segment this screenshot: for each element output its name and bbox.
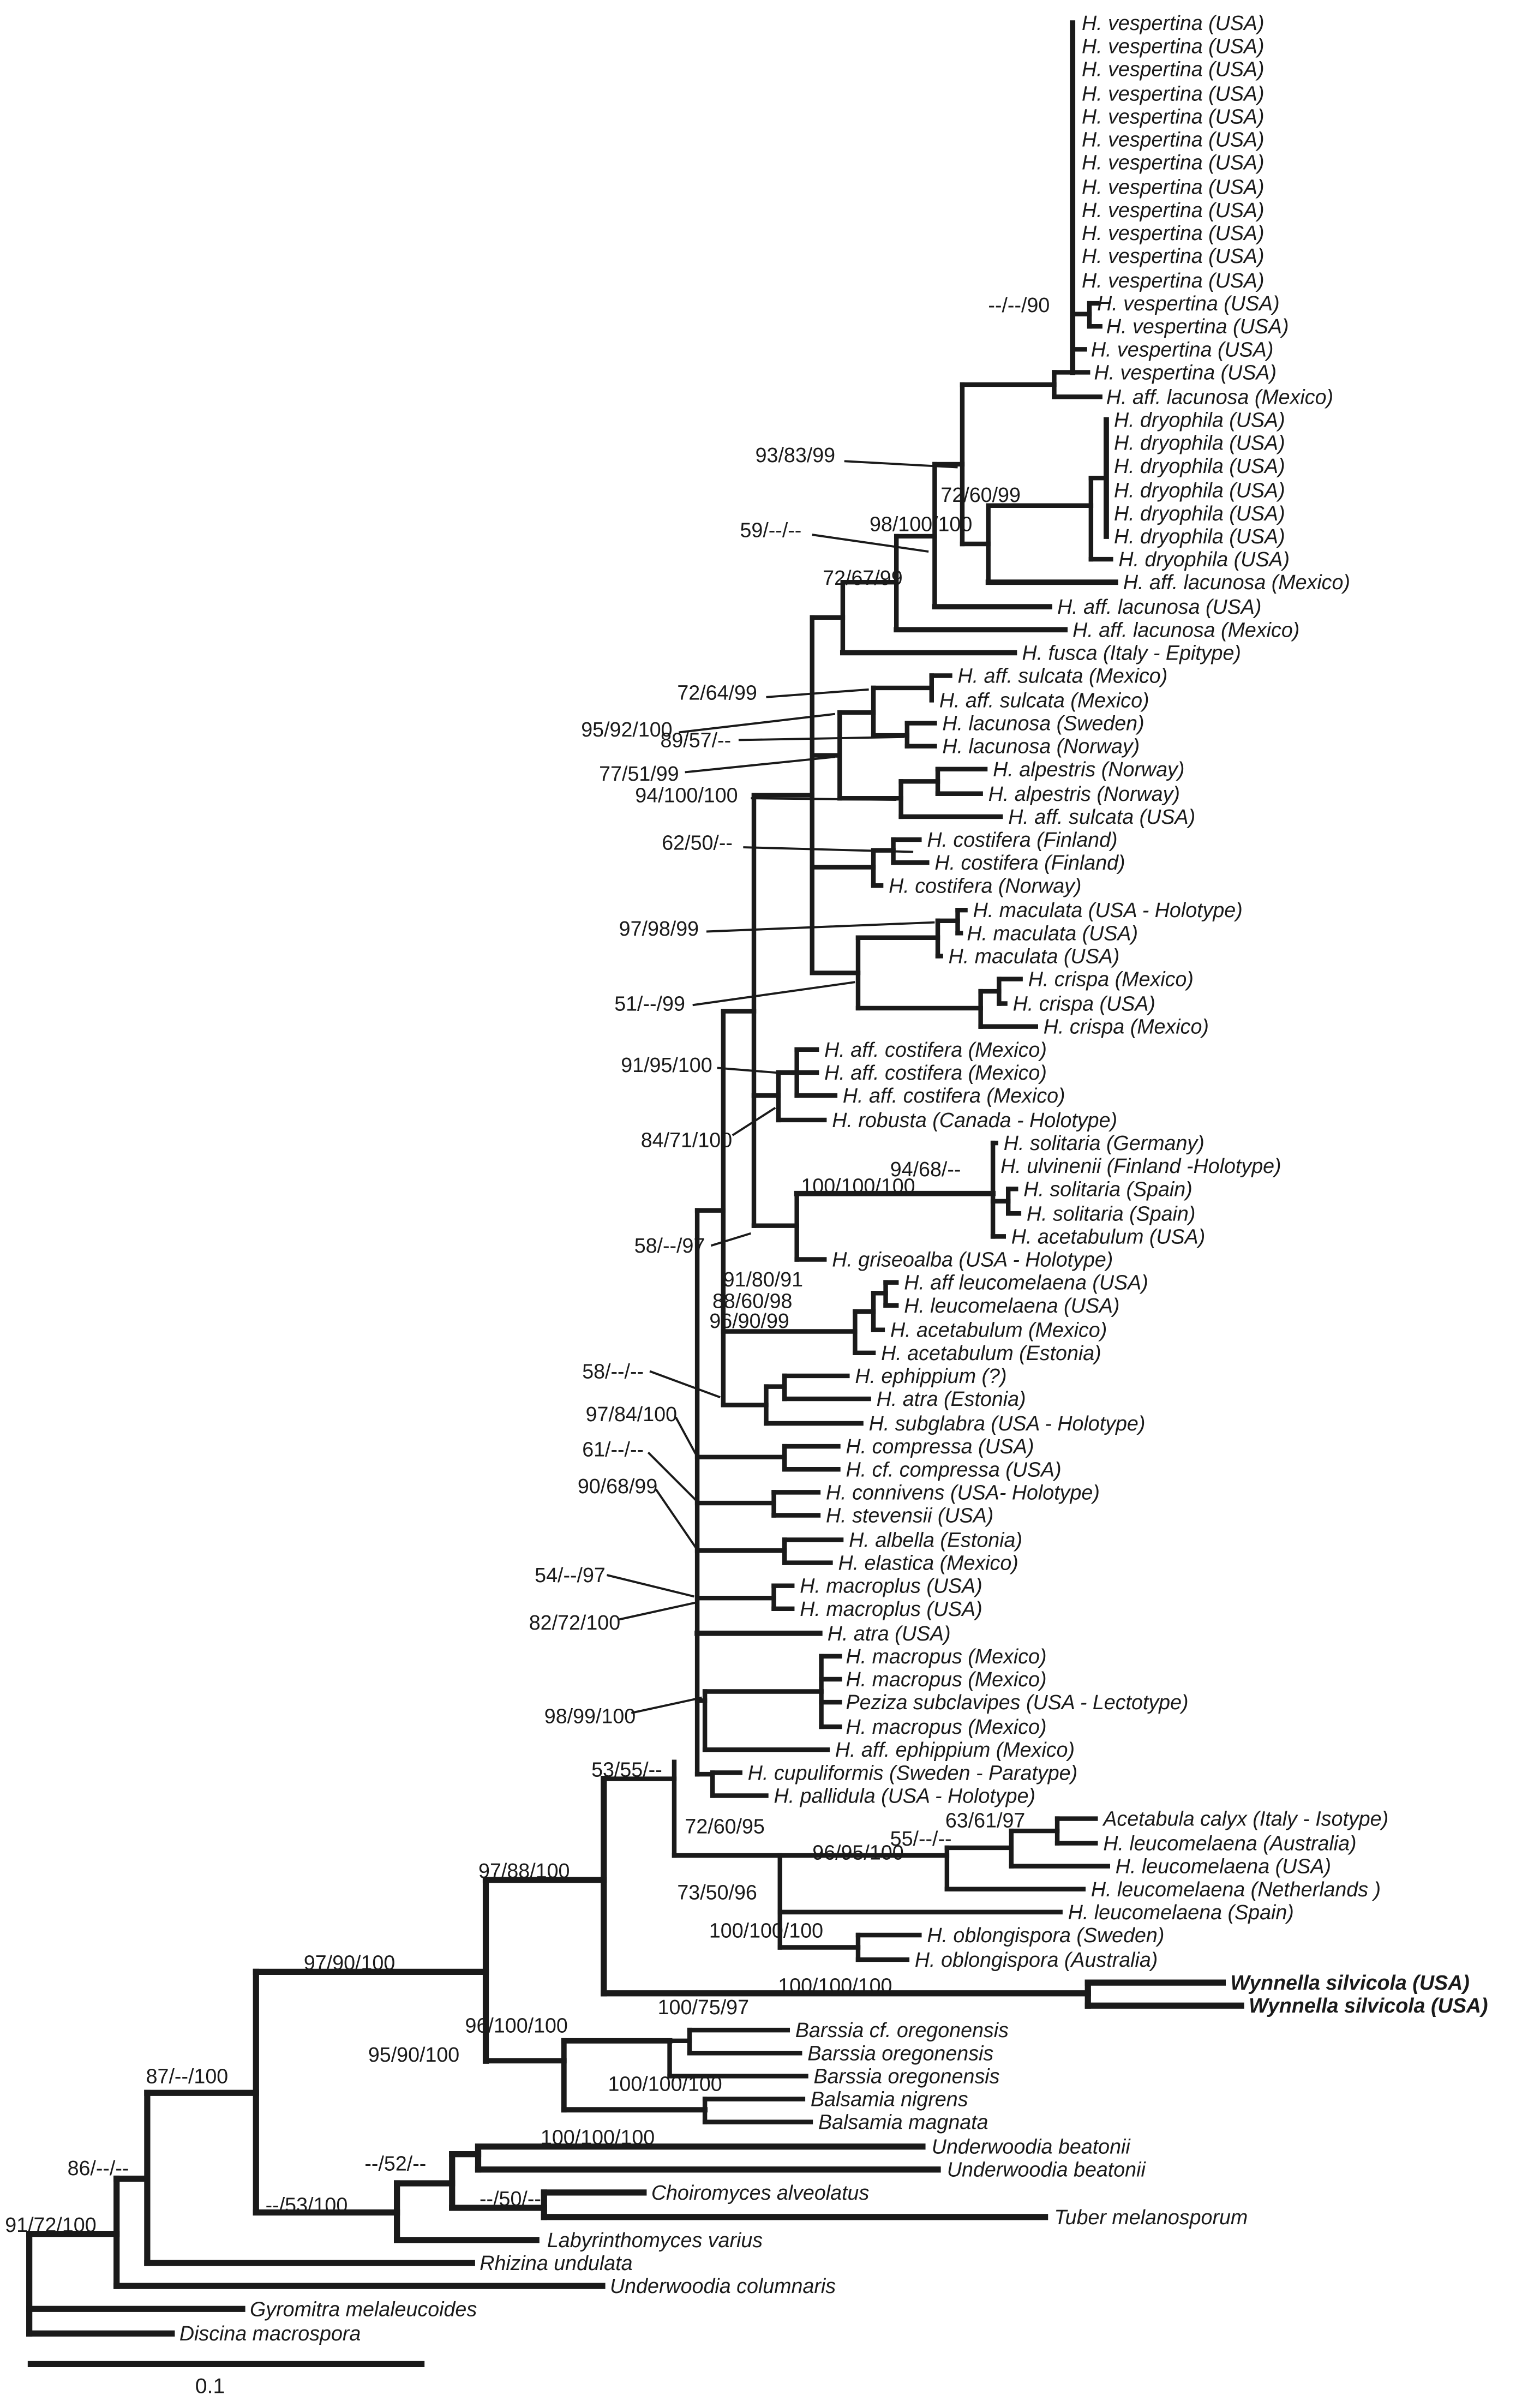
tip-label: H. acetabulum (Estonia) [881,1341,1101,1364]
tip-label: Barssia oregonensis [807,2041,994,2065]
tip-label: Labyrinthomyces varius [547,2228,763,2252]
tip-label: H. maculata (USA) [967,921,1138,945]
tip-label: Wynnella silvicola (USA) [1249,1994,1488,2017]
tip-label: H. vespertina (USA) [1097,292,1280,315]
support-leader-line [739,737,904,740]
tip-label: H. vespertina (USA) [1082,34,1265,58]
support-leader-line [766,690,868,697]
support-value: 91/72/100 [5,2213,97,2236]
tip-label: H. macropus (Mexico) [846,1715,1047,1739]
support-value: --/53/100 [265,2193,348,2217]
tip-label: H. subglabra (USA - Holotype) [868,1412,1146,1435]
support-value: 51/--/99 [614,992,685,1015]
support-value: 100/100/100 [709,1919,824,1942]
tip-label: H. aff. lacunosa (Mexico) [1072,618,1300,642]
tip-label: H. aff. costifera (Mexico) [842,1084,1065,1107]
support-value: 97/84/100 [585,1403,678,1426]
tip-label: H. aff. lacunosa (USA) [1057,595,1262,619]
support-leader-line [656,1489,696,1548]
tip-label: H. aff. sulcata (Mexico) [957,664,1168,687]
tip-label: H. lacunosa (Sweden) [942,711,1144,735]
tip-label: H. vespertina (USA) [1082,268,1265,292]
tip-label: H. fusca (Italy - Epitype) [1022,641,1241,664]
tip-label: H. dryophila (USA) [1113,431,1285,454]
support-value: 77/51/99 [599,762,679,786]
support-value: 55/--/-- [890,1827,952,1851]
tip-label: H. solitaria (Spain) [1023,1177,1193,1201]
tip-label: H. macroplus (USA) [800,1574,982,1597]
support-value: 95/90/100 [368,2043,460,2067]
tip-label: H. macropus (Mexico) [846,1668,1047,1691]
tip-label: H. leucomelaena (USA) [1115,1854,1332,1878]
tip-label: H. albella (Estonia) [849,1528,1023,1552]
support-value: 72/67/99 [823,566,903,589]
tip-label: H. vespertina (USA) [1082,105,1265,128]
tip-label: H. stevensii (USA) [826,1504,994,1527]
support-value: 62/50/-- [662,831,733,854]
tip-label: H. aff leucomelaena (USA) [904,1271,1148,1294]
support-leader-line [711,1234,751,1246]
tip-label: H. crispa (Mexico) [1043,1015,1209,1038]
tip-label: Underwoodia beatonii [946,2158,1146,2181]
tip-label: H. macroplus (USA) [800,1597,982,1620]
tip-label: H. costifera (Finland) [927,828,1118,852]
tip-label: H. maculata (USA - Holotype) [973,899,1243,922]
tip-label: Barssia cf. oregonensis [795,2019,1009,2042]
support-value: --/50/-- [480,2187,541,2211]
tip-label: H. vespertina (USA) [1082,57,1265,81]
tip-label: H. atra (Estonia) [876,1387,1026,1411]
support-value: 96/95/100 [812,1841,904,1864]
support-value: 72/64/99 [677,681,757,704]
support-leader-line [631,1698,702,1713]
tip-label: H. leucomelaena (Netherlands ) [1090,1877,1381,1901]
tip-label: H. vespertina (USA) [1082,175,1265,199]
support-value: 93/83/99 [755,444,836,467]
support-value: 97/90/100 [303,1951,396,1974]
tip-label: H. aff. costifera (Mexico) [824,1061,1047,1084]
support-value: 61/--/-- [582,1438,644,1461]
tip-label: H. aff. costifera (Mexico) [824,1038,1047,1061]
tip-label: H. vespertina (USA) [1090,338,1274,361]
support-leader-line [676,1417,696,1454]
tip-label: Acetabula calyx (Italy - Isotype) [1103,1807,1389,1830]
tip-label: H. aff. sulcata (Mexico) [939,688,1149,712]
support-leader-line [619,1603,696,1620]
scale-bar-label: 0.1 [195,2374,225,2398]
support-leader-line [607,1575,694,1596]
tip-label: H. elastica (Mexico) [838,1551,1018,1574]
tip-label: H. macropus (Mexico) [846,1644,1047,1668]
tip-label: H. solitaria (Spain) [1026,1202,1196,1225]
tip-label: H. aff. lacunosa (Mexico) [1106,385,1334,409]
support-value: 88/60/98 [712,1289,793,1313]
tip-label: H. compressa (USA) [846,1435,1034,1458]
tip-label: H. griseoalba (USA - Holotype) [832,1248,1113,1271]
support-value: 91/95/100 [621,1053,712,1076]
tip-label: H. alpestris (Norway) [988,782,1180,805]
tip-label: H. maculata (USA) [948,944,1120,968]
support-value: 100/100/100 [608,2072,722,2095]
tip-label: H. leucomelaena (Spain) [1068,1900,1294,1924]
tip-label: H. oblongispora (Australia) [914,1948,1158,1971]
tip-label: H. dryophila (USA) [1113,478,1285,502]
tip-label: H. dryophila (USA) [1118,548,1290,571]
tip-label: H. ulvinenii (Finland -Holotype) [1000,1154,1281,1178]
tip-label: H. acetabulum (Mexico) [890,1318,1107,1342]
tip-label: Barssia oregonensis [813,2064,1000,2088]
support-leader-line [751,798,896,800]
tip-label: H. aff. lacunosa (Mexico) [1123,571,1350,594]
support-value: 98/100/100 [869,512,973,536]
support-leader-line [706,923,934,932]
tip-label: H. cf. compressa (USA) [846,1458,1062,1481]
tip-label: H. vespertina (USA) [1082,82,1265,105]
tip-label: H. dryophila (USA) [1113,524,1285,548]
tip-label: H. ephippium (?) [855,1364,1007,1387]
support-value: 90/68/99 [577,1475,658,1498]
tip-label: Tuber melanosporum [1054,2205,1248,2229]
support-value: 59/--/-- [740,518,802,542]
tip-label: H. vespertina (USA) [1082,11,1265,35]
support-value: 89/57/-- [660,728,732,752]
tip-label: H. dryophila (USA) [1113,501,1285,525]
tip-label: H. crispa (Mexico) [1028,967,1194,991]
support-value: --/52/-- [364,2152,427,2175]
support-value: 53/55/-- [591,1758,662,1781]
tip-label: Rhizina undulata [480,2252,633,2275]
tip-label: Choiromyces alveolatus [651,2181,870,2204]
support-value: 84/71/100 [640,1128,733,1152]
support-value: 94/68/-- [890,1157,961,1181]
support-value: 63/61/97 [945,1809,1026,1832]
support-value: --/--/90 [988,293,1050,316]
tip-label: H. costifera (Norway) [889,874,1082,897]
tip-label: H. alpestris (Norway) [993,757,1185,781]
tip-label: Balsamia magnata [818,2110,988,2134]
tip-label: H. aff. sulcata (USA) [1008,805,1196,828]
support-value: 100/100/100 [778,1974,892,1997]
support-value: 58/--/97 [634,1234,705,1258]
tip-label: Wynnella silvicola (USA) [1230,1971,1470,1995]
tip-label: H. vespertina (USA) [1094,361,1277,384]
tip-label: H. dryophila (USA) [1113,454,1285,477]
tip-label: Balsamia nigrens [810,2087,968,2111]
tip-label: Gyromitra melaleucoides [250,2297,477,2321]
support-value: 54/--/97 [535,1564,606,1587]
tip-label: H. atra (USA) [827,1621,951,1645]
tip-label: H. vespertina (USA) [1082,151,1265,174]
tip-label: H. acetabulum (USA) [1011,1225,1206,1248]
tip-label: H. aff. ephippium (Mexico) [835,1738,1075,1762]
support-value: 98/99/100 [544,1704,636,1728]
tip-label: H. oblongispora (Sweden) [927,1924,1165,1947]
support-value: 97/98/99 [619,917,699,940]
support-value: 82/72/100 [529,1611,621,1634]
support-value: 72/60/99 [940,483,1021,507]
tip-label: H. costifera (Finland) [934,851,1125,875]
tip-label: H. robusta (Canada - Holotype) [832,1108,1118,1131]
support-value: 95/92/100 [581,717,673,741]
tip-label: H. vespertina (USA) [1082,221,1265,244]
tip-label: H. cupuliformis (Sweden - Paratype) [747,1761,1078,1785]
support-value: 58/--/-- [582,1360,644,1383]
support-value: 86/--/-- [67,2156,129,2180]
tip-label: Underwoodia beatonii [931,2135,1130,2158]
support-value: 91/80/91 [723,1268,804,1291]
support-value: 100/100/100 [801,1174,915,1197]
support-leader-line [693,982,855,1005]
tip-label: H. vespertina (USA) [1082,244,1265,268]
tip-label: H. vespertina (USA) [1082,198,1265,221]
tip-label: Peziza subclavipes (USA - Lectotype) [846,1691,1189,1714]
support-value: 94/100/100 [635,783,738,807]
tip-label: H. pallidula (USA - Holotype) [774,1784,1036,1807]
support-value: 87/--/100 [146,2064,229,2088]
tip-label: H. connivens (USA- Holotype) [826,1481,1100,1504]
support-value: 97/88/100 [478,1859,570,1883]
support-value: 100/100/100 [540,2125,655,2149]
tip-label: H. crispa (USA) [1012,992,1155,1015]
tip-label: H. vespertina (USA) [1082,128,1265,151]
tip-label: H. dryophila (USA) [1113,408,1285,432]
support-value: 72/60/95 [685,1815,765,1838]
tip-label: H. solitaria (Germany) [1003,1131,1205,1155]
tip-label: H. lacunosa (Norway) [942,734,1140,758]
support-value: 73/50/96 [677,1881,757,1904]
support-value: 100/75/97 [657,1996,750,2019]
tip-label: Underwoodia columnaris [610,2274,836,2298]
tip-label: H. vespertina (USA) [1106,315,1289,338]
support-leader-line [650,1372,720,1398]
tip-label: H. leucomelaena (Australia) [1103,1831,1357,1855]
support-value: 96/90/99 [709,1309,789,1332]
support-value: 96/100/100 [465,2014,568,2037]
scale-bar [31,2364,421,2398]
tip-label: Discina macrospora [179,2322,361,2345]
tip-label: H. leucomelaena (USA) [904,1294,1120,1317]
